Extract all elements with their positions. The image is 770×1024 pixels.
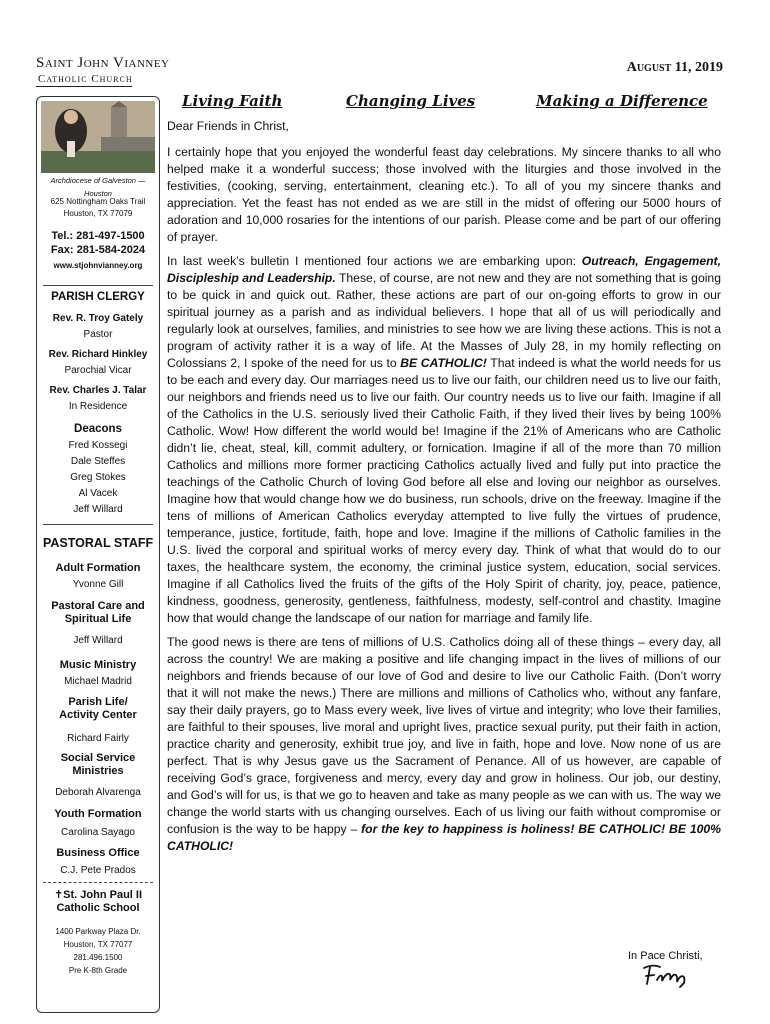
letter-text: In last week’s bulletin I mentioned four actions we are embarking upon: [167,254,582,268]
clergy-name: Rev. R. Troy Gately [52,313,144,324]
pastor-letter [167,118,721,862]
staff-dept: Pastoral Care and Spiritual Life [51,600,145,625]
staff-dept: Music Ministry [59,659,137,671]
school-address-line1: 1400 Parkway Plaza Dr. [55,927,141,936]
clergy-role: Parochial Vicar [64,365,132,376]
letter-text: The good news is there are tens of millions of U.S. Catholics doing all of these things – every day, all across the country! We are making a positive and life changing impact in the lives of millions of our neighbors and friends because of our love of God and desire to live our Catholic Faith. (Don’t worry that it will not make the news.) There are millions and millions of Catholics who, without any fanfare, say their daily prayers, go to Mass every week, live lives of virtue and integrity; who love their families, are faithful to their spouses, live moral and upright lives, practice sexual purity, put their faith in action, practice charity and generosity, exhibit true joy, and live in faith, hope and love. Now none of us are perfect. That is why Jesus gave us the Sacrament of Penance. All of us however, are capable of receiving God’s grace, forgiveness and mercy, every day and grow in holiness. Our job, our destiny, and God’s will for us, is that we go to heaven and take as many people as we can with us. The way we change the world starts with us changing ourselves. Each of us living our faith without compromise or confusion is the way to be happy – [167,635,721,836]
clergy-role: In Residence [68,401,128,412]
sidebar [36,96,160,1013]
letter-greeting: Dear Friends in Christ, [167,119,289,133]
letter-text: These, of course, are not new and they are not something that is going to be quick in and quick out. Rather, these actions are part of our on-going efforts to grow in our spiritual journey as a parish and as individual believers. I hope that all of us will periodically and regularly look at ourselves, families, and ministries to see how we are living these actions. This is not a program of activity rather it is a way of life. At the Masses of July 28, in my homily reflecting on Colossians 2, I spoke of the need for us to [167,271,721,370]
parish-website[interactable]: www.stjohnvianney.org [53,261,143,270]
staff-name: C.J. Pete Prados [60,865,136,876]
letter-paragraph [167,253,721,627]
clergy-role: Pastor [83,329,113,340]
parish-address-line1: 625 Nottingham Oaks Trail [50,197,146,206]
church-subtitle: Catholic Church [38,73,133,85]
clergy-heading: PARISH CLERGY [51,291,145,303]
motto-changing-lives: Changing Lives [346,92,476,110]
sidebar-divider [43,524,153,525]
letter-signoff: In Pace Christi, [628,950,703,962]
school-grades: Pre K-8th Grade [68,966,128,975]
staff-name: Richard Fairly [67,733,129,744]
staff-dept: Social Service Ministries [60,752,136,777]
header-divider [36,86,132,87]
staff-name: Yvonne Gill [72,579,124,590]
church-name: Saint John Vianney [36,55,170,71]
letter-paragraph: I certainly hope that you enjoyed the wonderful feast day celebrations. My sincere thanks to all who helped make it a wonderful success; those involved with the liturgies and those involved in the festivities, (cooking, serving, entertainment, cleaning etc.). To all of you my sincere thanks and appreciation. Yet the feast has not ended as we are still in the midst of offering our 5000 hours of adoration and 10,000 rosaries for the intentions of our parish. Please come and be part of our offering of prayer. [167,145,721,244]
letter-text: That indeed is what the world needs for us to be each and every day. Our marriages need us to live our faith, our children need us to live our faith, our neighbors and friends need us to live our faith. Our country needs us to live our faith. Imagine if all of the Catholics in the U.S. seriously lived their Catholic Faith, if they lived their lives by being 100% Catholic. Wow! How different the world would be! Imagine if the 21% of Americans who are Catholic didn’t lie, cheat, steal, kill, commit adultery, or fornication. Imagine if all of the more than 70 million Catholics and millions more former practicing Catholics actually lived and fully put into practice the teachings of the Catholic Church of loving God before all else and loving our neighbor as ourselves. Imagine how that would change how we do business, run schools, drive on the freeway. Imagine if the tens of millions of American Catholics everyday attempted to live fully the virtues of prudence, temperance, justice, fortitude, faith, hope and love. Imagine if the millions of Catholic families in the U.S. lived the corporal and spiritual works of mercy every day. Think of what that would do to our taxes, the healthcare system, the economy, the criminal justice system, education, social services. Imagine if all Catholics lived the fruits of the gifts of the Holy Spirit of charity, joy, peace, patience, kindness, goodness, generosity, gentleness, faithfulness, modesty, self-control and chastity. Imagine how that would change the landscape of our nation for marriage and family life. [167,356,721,625]
church-photo [41,101,155,173]
sidebar-divider [43,285,153,286]
staff-name: Jeff Willard [73,635,123,646]
letter-emphasis: Outreach, Engagement, Discipleship and Leadership. [167,254,721,285]
letter-emphasis: for the key to happiness is holiness! BE CATHOLIC! BE 100% CATHOLIC! [167,822,721,853]
letter-emphasis: BE CATHOLIC! [400,356,487,370]
school-name: ✝St. John Paul II Catholic School [53,889,143,914]
staff-name: Deborah Alvarenga [55,787,141,798]
church-photo-icon [41,101,155,173]
bulletin-date: August 11, 2019 [626,60,723,75]
staff-dept: Adult Formation [55,562,141,574]
parish-address-line2: Houston, TX 77079 [63,209,133,218]
school-phone: 281.496.1500 [73,953,123,962]
deacon-name: Dale Steffes [70,456,126,467]
motto-bar [160,92,740,114]
staff-dept: Business Office [56,847,140,859]
parish-tel: Tel.: 281-497-1500 [51,230,145,242]
clergy-name: Rev. Richard Hinkley [48,349,148,360]
staff-name: Carolina Sayago [61,827,135,838]
deacons-heading: Deacons [74,423,122,435]
staff-heading: PASTORAL STAFF [43,536,154,550]
parish-fax: Fax: 281-584-2024 [50,244,146,256]
deacon-name: Greg Stokes [70,472,126,483]
pastor-signature-icon [640,962,700,988]
deacon-name: Jeff Willard [73,504,123,515]
staff-name: Michael Madrid [64,676,132,687]
staff-dept: Parish Life/ Activity Center [59,696,137,721]
motto-making-difference: Making a Difference [536,92,708,110]
school-address-line2: Houston, TX 77077 [63,940,133,949]
deacon-name: Fred Kossegi [68,440,128,451]
motto-living-faith: Living Faith [182,92,283,110]
staff-dept: Youth Formation [54,808,142,820]
letter-paragraph [167,634,721,855]
clergy-name: Rev. Charles J. Talar [49,385,147,396]
photo-caption: Archdiocese of Galveston — Houston [50,176,146,198]
sidebar-divider [43,882,153,883]
deacon-name: Al Vacek [78,488,118,499]
